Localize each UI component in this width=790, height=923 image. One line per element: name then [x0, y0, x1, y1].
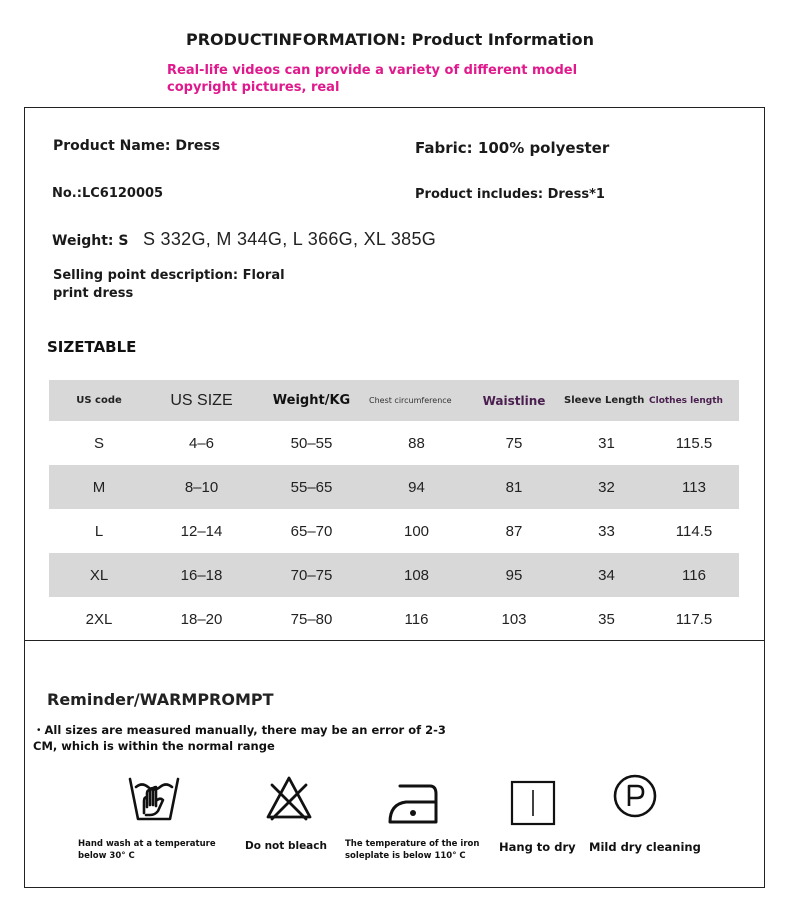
col-header-sleeve-length: Sleeve Length [564, 395, 645, 406]
table-cell: 4–6 [188, 434, 215, 452]
table-cell: XL [89, 566, 109, 584]
table-cell: M [92, 478, 106, 496]
table-cell: 88 [408, 434, 425, 452]
table-cell: L [94, 522, 104, 540]
table-cell: 2XL [85, 610, 113, 628]
hang-dry-label: Hang to dry [499, 840, 576, 854]
subtitle: Real-life videos can provide a variety of different model copyright pictures, real [167, 63, 578, 95]
selling-point: Selling point description: Floral print dress [53, 268, 285, 301]
size-table-heading: SIZETABLE [47, 338, 137, 356]
table-cell: 114.5 [675, 522, 713, 540]
product-includes: Product includes: Dress*1 [415, 187, 605, 202]
do-not-bleach-icon [264, 773, 314, 823]
table-row [49, 509, 739, 553]
col-header-us-code: US code [76, 395, 122, 406]
table-cell: 12–14 [180, 522, 223, 540]
table-cell: 50–55 [290, 434, 333, 452]
reminder-note: ・All sizes are measured manually, there may be an error of 2-3 CM, which is within the normal range [33, 723, 446, 753]
iron-icon [386, 782, 442, 826]
table-cell: 70–75 [290, 566, 333, 584]
table-cell: 31 [598, 434, 615, 452]
table-cell: 18–20 [180, 610, 223, 628]
table-cell: 75–80 [290, 610, 333, 628]
col-header-waistline: Waistline [482, 393, 546, 408]
table-cell: 34 [598, 566, 615, 584]
size-table-header-row [49, 380, 739, 421]
table-cell: 94 [408, 478, 425, 496]
table-cell: 117.5 [675, 610, 713, 628]
table-cell: 103 [501, 610, 527, 628]
iron-label: The temperature of the iron soleplate is below 110° C [345, 839, 480, 861]
col-header-clothes-length: Clothes length [649, 395, 723, 406]
table-row [49, 597, 739, 641]
product-name: Product Name: Dress [53, 138, 221, 154]
table-cell: 116 [682, 566, 706, 584]
table-cell: 75 [505, 434, 523, 452]
col-header-weight: Weight/KG [272, 393, 351, 408]
dry-clean-icon [612, 773, 658, 819]
table-cell: 108 [403, 566, 430, 584]
table-row [49, 553, 739, 597]
weight-row [52, 229, 436, 250]
table-cell: 8–10 [184, 478, 219, 496]
table-cell: 32 [598, 478, 615, 496]
table-cell: 65–70 [290, 522, 333, 540]
product-fabric: Fabric: 100% polyester [415, 139, 610, 157]
col-header-chest: Chest circumference [369, 396, 452, 405]
dry-clean-label: Mild dry cleaning [589, 840, 701, 854]
table-cell: 100 [403, 522, 430, 540]
table-cell: 116 [404, 610, 429, 628]
hang-dry-icon [510, 780, 556, 826]
table-cell: 115.5 [675, 434, 713, 452]
table-cell: 35 [598, 610, 615, 628]
reminder-heading: Reminder/WARMPROMPT [47, 690, 274, 709]
table-cell: 95 [505, 566, 523, 584]
table-cell: 81 [505, 478, 523, 496]
page-title: PRODUCTINFORMATION: Product Information [186, 30, 594, 49]
table-cell: 16–18 [180, 566, 223, 584]
hand-wash-label: Hand wash at a temperature below 30° C [78, 839, 216, 861]
hand-wash-icon [128, 775, 180, 825]
table-cell: 55–65 [290, 478, 333, 496]
table-cell: 33 [598, 522, 615, 540]
weight-label: Weight: S [52, 233, 129, 249]
table-row [49, 465, 739, 509]
do-not-bleach-label: Do not bleach [245, 840, 327, 852]
table-cell: 113 [682, 478, 706, 496]
col-header-us-size: US SIZE [170, 391, 233, 409]
table-cell: S [93, 434, 104, 452]
weight-values: S 332G, M 344G, L 366G, XL 385G [142, 229, 437, 249]
size-table [49, 380, 739, 641]
table-cell: 87 [505, 522, 523, 540]
table-row [49, 421, 739, 465]
product-number: No.:LC6120005 [52, 186, 164, 201]
